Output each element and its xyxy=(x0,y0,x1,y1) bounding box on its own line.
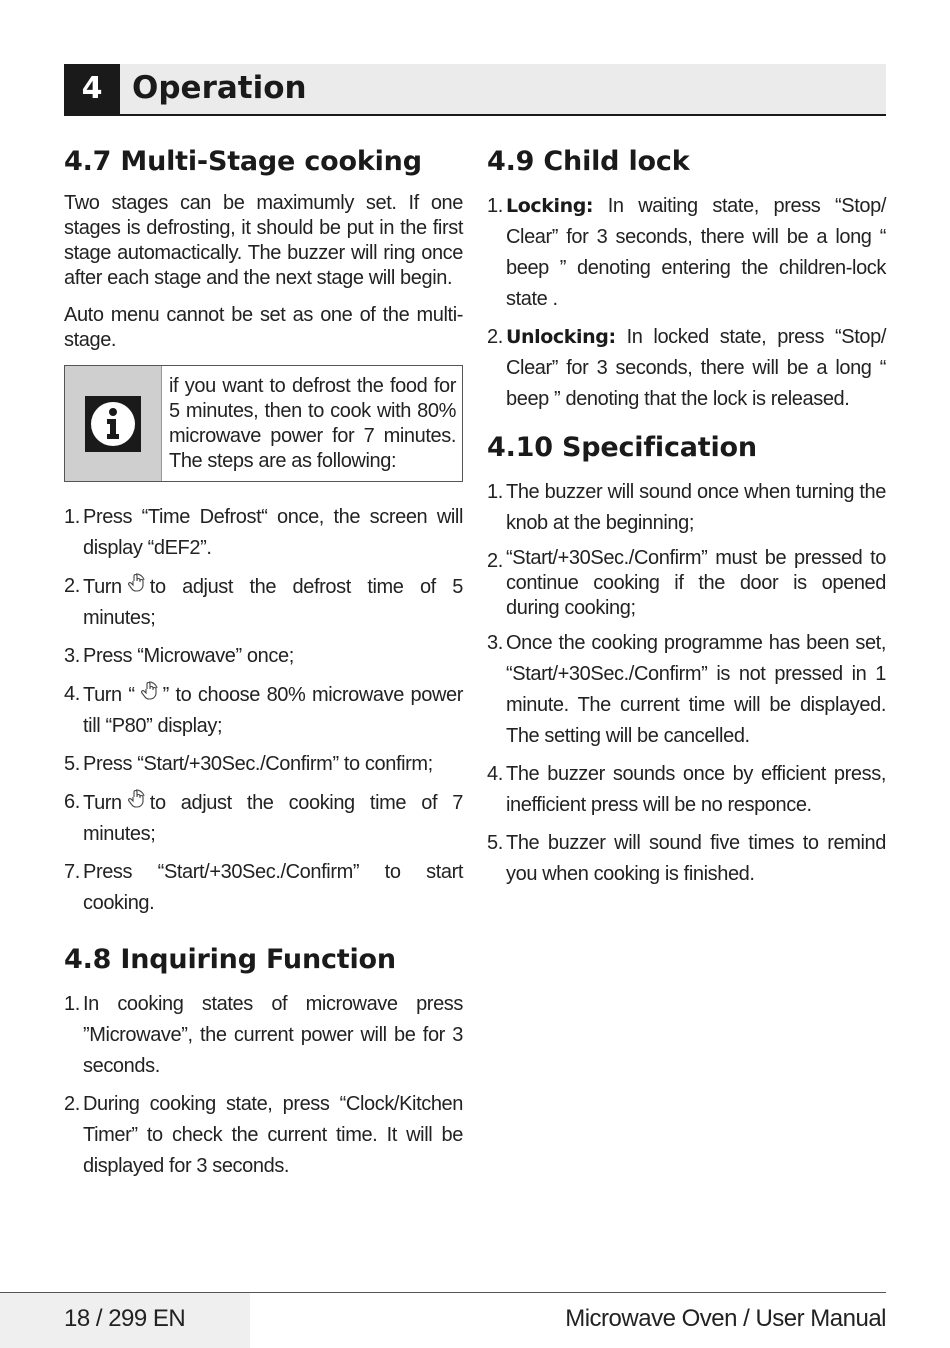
page-number: 18 / 299 EN xyxy=(64,1305,186,1332)
info-icon-cell xyxy=(65,366,162,481)
knob-hand-icon xyxy=(125,571,147,595)
list-item: 2. Unlocking: In locked state, press “Stop/ Clear” for 3 seconds, there will be a long “ beep ” denoting that the lock is released. xyxy=(487,326,886,410)
list-item: 5. Press “Start/+30Sec./Confirm” to confirm; xyxy=(64,753,433,775)
info-note-box xyxy=(64,365,463,482)
child-lock-list xyxy=(487,191,886,415)
list-item: 2. During cooking state, press “Clock/Kitchen Timer” to check the current time. It will be displayed for 3 seconds. xyxy=(64,1093,463,1177)
locking-label: Locking: xyxy=(506,195,594,217)
chapter-title: Operation xyxy=(132,70,307,106)
left-column xyxy=(64,146,463,1189)
list-item: 3. Once the cooking programme has been set, “Start/+30Sec./Confirm” is not pressed in 1 minute. The current time will be displayed. The setting will be cancelled. xyxy=(487,632,886,747)
steps-list xyxy=(64,502,463,919)
section-heading-4-7: 4.7 Multi-Stage cooking xyxy=(64,146,422,177)
document-title: Microwave Oven / User Manual xyxy=(565,1305,886,1332)
list-item: 1. Press “Time Defrost“ once, the screen will display “dEF2”. xyxy=(64,506,463,559)
info-icon xyxy=(84,395,142,453)
section-heading-4-8: 4.8 Inquiring Function xyxy=(64,944,396,975)
list-item: 1. In cooking states of microwave press ”Microwave”, the current power will be for 3 seconds. xyxy=(64,993,463,1077)
list-item: 2. “Start/+30Sec./Confirm” must be pressed to continue cooking if the door is opened during cooking; xyxy=(487,547,886,619)
list-item: 6. Turn to adjust the cooking time of 7 minutes; xyxy=(64,787,463,850)
list-item: 7. Press “Start/+30Sec./Confirm” to start cooking. xyxy=(64,861,463,914)
right-column xyxy=(487,146,886,897)
chapter-number: 4 xyxy=(64,64,120,114)
info-note-text: if you want to defrost the food for 5 minutes, then to cook with 80% microwave power for 7 minutes. The steps are as following: xyxy=(169,375,456,472)
knob-hand-icon xyxy=(125,787,147,811)
specification-list xyxy=(487,477,886,890)
list-item: 3. Press “Microwave” once; xyxy=(64,645,294,667)
knob-hand-icon xyxy=(138,679,160,703)
chapter-header xyxy=(64,64,886,116)
unlocking-label: Unlocking: xyxy=(506,326,616,348)
list-item: 4. Turn “ ” to choose 80% microwave power till “P80” display; xyxy=(64,679,463,742)
list-item: 4. The buzzer sounds once by efficient press, inefficient press will be no responce. xyxy=(487,763,886,816)
list-item: 2. Turn to adjust the defrost time of 5 minutes; xyxy=(64,571,463,634)
paragraph: Two stages can be maximumly set. If one stages is defrosting, it should be put in the first stage automactically. The buzzer will ring once after each stage and the next stage will begin. xyxy=(64,192,463,289)
paragraph: Auto menu cannot be set as one of the multi-stage. xyxy=(64,304,463,351)
section-heading-4-10: 4.10 Specification xyxy=(487,432,757,463)
section-heading-4-9: 4.9 Child lock xyxy=(487,146,690,177)
list-item: 1. The buzzer will sound once when turning the knob at the beginning; xyxy=(487,481,886,534)
list-item: 5. The buzzer will sound five times to remind you when cooking is finished. xyxy=(487,832,886,885)
list-item: 1. Locking: In waiting state, press “Stop/ Clear” for 3 seconds, there will be a long “ beep ” denoting entering the children-lock state . xyxy=(487,195,886,310)
inquiring-list xyxy=(64,989,463,1182)
